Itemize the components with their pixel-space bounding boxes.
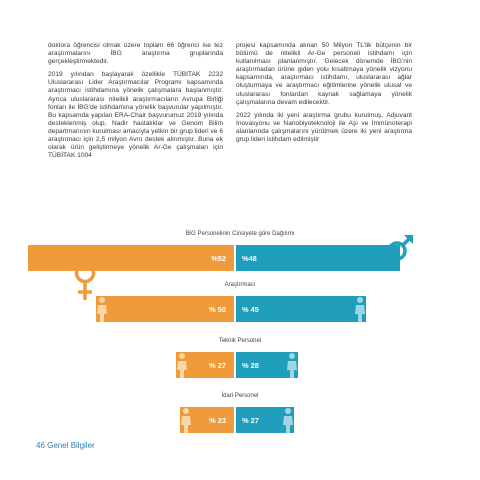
person-silhouette-icon (180, 407, 192, 433)
bar-label: %52 (211, 253, 226, 263)
person-silhouette-icon (286, 352, 298, 378)
section-title-researcher: Araştırmacı (224, 282, 256, 288)
section-title-technical: Teknik Personel (218, 338, 262, 344)
bar-label: % 28 (242, 360, 259, 370)
paragraph: 2019 yılından başlayarak özellikle TÜBİTAK 2232 Uluslararası Lider Araştırmacılar Programı kapsamında araştırmacı istihdamına yönelik çalışmalara başlanmıştır. Ayrıca uluslararası nitelikli araştırmacıların Avrupa Birliği fonları ile İBG'de istihdamına yönelik başvurular yapılmıştır. Bu kapsamda yapılan ERA-Chair başvurumuz 2019 yılında desteklenmiş olup, Nadir hastalıklar ve Genom Bilim departmanının kurulması amacıyla yetkin bir grup lideri ve 6 araştırmacı için 2,5 milyon Avro destek alınmıştır. Buna ek olarak ürün geliştirmeye yönelik Ar-Ge çalışmaları için TÜBİTAK 1004 (48, 71, 223, 160)
paragraph: doktora öğrencisi olmak üzere toplam 66 öğrenci ise tez araştırmalarını İBG araştırma gruplarında gerçekleştirmektedir. (48, 42, 223, 66)
page-footer: 46 Genel Bilgiler (36, 441, 95, 450)
person-silhouette-icon (282, 407, 294, 433)
paragraph: projesi kapsamında alınan 50 Milyon TL'lik bütçenin bir bölümü de nitelikli Ar-Ge personeli istihdamı için kullanılması planlanmıştır. Gelecek dönemde İBG'nin araştırmadan ürüne giden yolu kısaltmaya yönelik vizyonu kapsamında, araştırmacı istihdamı, uluslararası ağlar oluşturmaya ve araştırmacı eğitimlerine yönelik ulusal ve uluslararası fonlardan kaynak sağlamaya yönelik çalışmalarına devam edilecektir. (236, 42, 412, 106)
bar-male-researcher (236, 296, 366, 322)
bar-female-researcher (96, 296, 234, 322)
text-column-right (236, 42, 412, 149)
bar-label: % 23 (209, 415, 226, 425)
person-silhouette-icon (176, 352, 188, 378)
person-silhouette-icon (96, 296, 108, 322)
bar-label: % 27 (242, 415, 259, 425)
bar-male-total (236, 245, 400, 271)
section-title-administrative: İdari Personel (221, 393, 259, 399)
bar-label: % 45 (242, 304, 259, 314)
paragraph: 2022 yılında iki yeni araştırma grubu kurulmuş, Adjuvant İnovasyonu ve Nanobiyoteknoloji ile Aşı ve İmmünoterapi alanlarında çalışmalarını yürütmek üzere iki yeni araştırma grup lideri istihdam edilmiştir (236, 111, 412, 144)
male-symbol-icon (386, 233, 414, 263)
bar-female-total (28, 245, 234, 271)
text-column-left (48, 42, 223, 165)
chart-title: İBG Personelinin Cinsiyete göre Dağılımı (185, 231, 295, 237)
bar-label: % 50 (209, 304, 226, 314)
bar-label: % 27 (209, 360, 226, 370)
bar-label: %48 (242, 253, 257, 263)
person-silhouette-icon (354, 296, 366, 322)
